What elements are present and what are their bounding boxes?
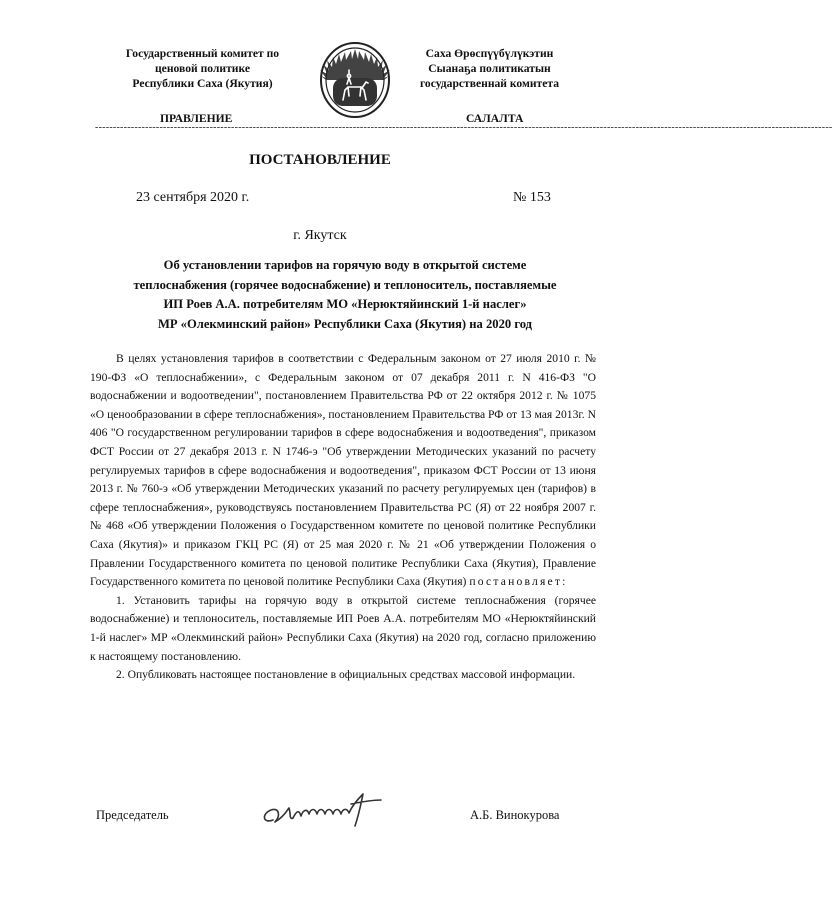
decree-item: 2. Опубликовать настоящее постановление в официальных средствах массовой информации.	[116, 668, 576, 682]
subject-line: теплоснабжения (горячее водоснабжение) и теплоноситель, поставляемые	[133, 277, 557, 292]
header-right-line: Сыанаҕа политикатын	[428, 62, 551, 75]
preamble-text: В целях установления тарифов в соответствии с Федеральным законом от 27 июля 2010 г. № 190-ФЗ «О теплоснабжении», с Федеральным законом от 07 декабря 2011 г. N 416-ФЗ "О водоснабжении и водоотведении", постановлением Правительства РФ от 22 октября 2012 г. № 1075 «О ценообразовании в сфере теплоснабжения», постановлением Правительства РФ от 13 мая 2013г. N 406 "О государственном регулировании тарифов в сфере водоснабжения и водоотведения", приказом ФСТ России от 27 декабря 2013 г. N 1746-э "Об утверждении Методических указаний по расчету регулируемых тарифов в сфере водоснабжения и водоотведения", приказом ФСТ России от 13 июня 2013 г. № 760-э «Об утверждении Методических указаний по расчету регулируемых цен (тарифов) в сфере теплоснабжения», руководствуясь постановлением Правительства РС (Я) от 22 ноября 2007 г. № 468 «Об утверждении Положения о Государственном комитете по ценовой политике Республики Саха (Якутия)» и приказом ГКЦ РС (Я) от 25 мая 2020 г. № 21 «Об утверждении Положения о Правлении Государственного комитета по ценовой политике Республики Саха (Якутия), Правление Государственного комитета по ценовой политике Республики Саха (Якутия)	[90, 352, 596, 589]
document-number: № 153	[513, 190, 551, 205]
decree-word: постановляет:	[469, 575, 568, 589]
preamble-paragraph	[90, 350, 596, 592]
handwritten-signature	[255, 780, 395, 836]
document-body	[90, 350, 596, 685]
document-title: ПОСТАНОВЛЕНИЕ	[249, 152, 391, 168]
document-subject	[90, 256, 600, 334]
decree-item: 1. Установить тарифы на горячую воду в открытой системе теплоснабжения (горячее водоснабжение) и теплоноситель, поставляемые ИП Роев А.А. потребителям МО «Нерюктяйинский 1-й наслег» МР «Олекминский район» Республики Саха (Якутия) на 2020 год, согласно приложению к настоящему постановлению.	[90, 593, 596, 663]
header-left-line: Республики Саха (Якутия)	[132, 77, 273, 90]
board-label-sakha: САЛАЛТА	[466, 112, 524, 125]
subject-line: Об установлении тарифов на горячую воду в открытой системе	[163, 258, 527, 272]
subject-line: МР «Олекминский район» Республики Саха (Якутия) на 2020 год	[157, 316, 533, 331]
header-left-org	[95, 46, 310, 91]
header-separator: --------------------------------------------------------------------------------------------------------------------------------------------------------------------------------------------------------------	[95, 122, 833, 133]
header-right-org	[402, 46, 577, 91]
document-city: г. Якутск	[293, 228, 347, 243]
subject-line: ИП Роев А.А. потребителям МО «Нерюктяйинский 1-й наслег»	[163, 297, 527, 311]
header-left-line: ценовой политике	[155, 62, 250, 75]
header-left-line: Государственный комитет по	[125, 47, 280, 60]
signer-name: А.Б. Винокурова	[470, 808, 560, 822]
header-right-line: государственнай комитета	[419, 77, 560, 90]
coat-of-arms-icon	[318, 40, 392, 120]
signer-position: Председатель	[96, 808, 169, 822]
document-date: 23 сентября 2020 г.	[136, 190, 250, 205]
board-label-ru: ПРАВЛЕНИЕ	[160, 112, 233, 125]
header-right-line: Саха Өрөспүүбүлүкэтин	[425, 47, 554, 60]
